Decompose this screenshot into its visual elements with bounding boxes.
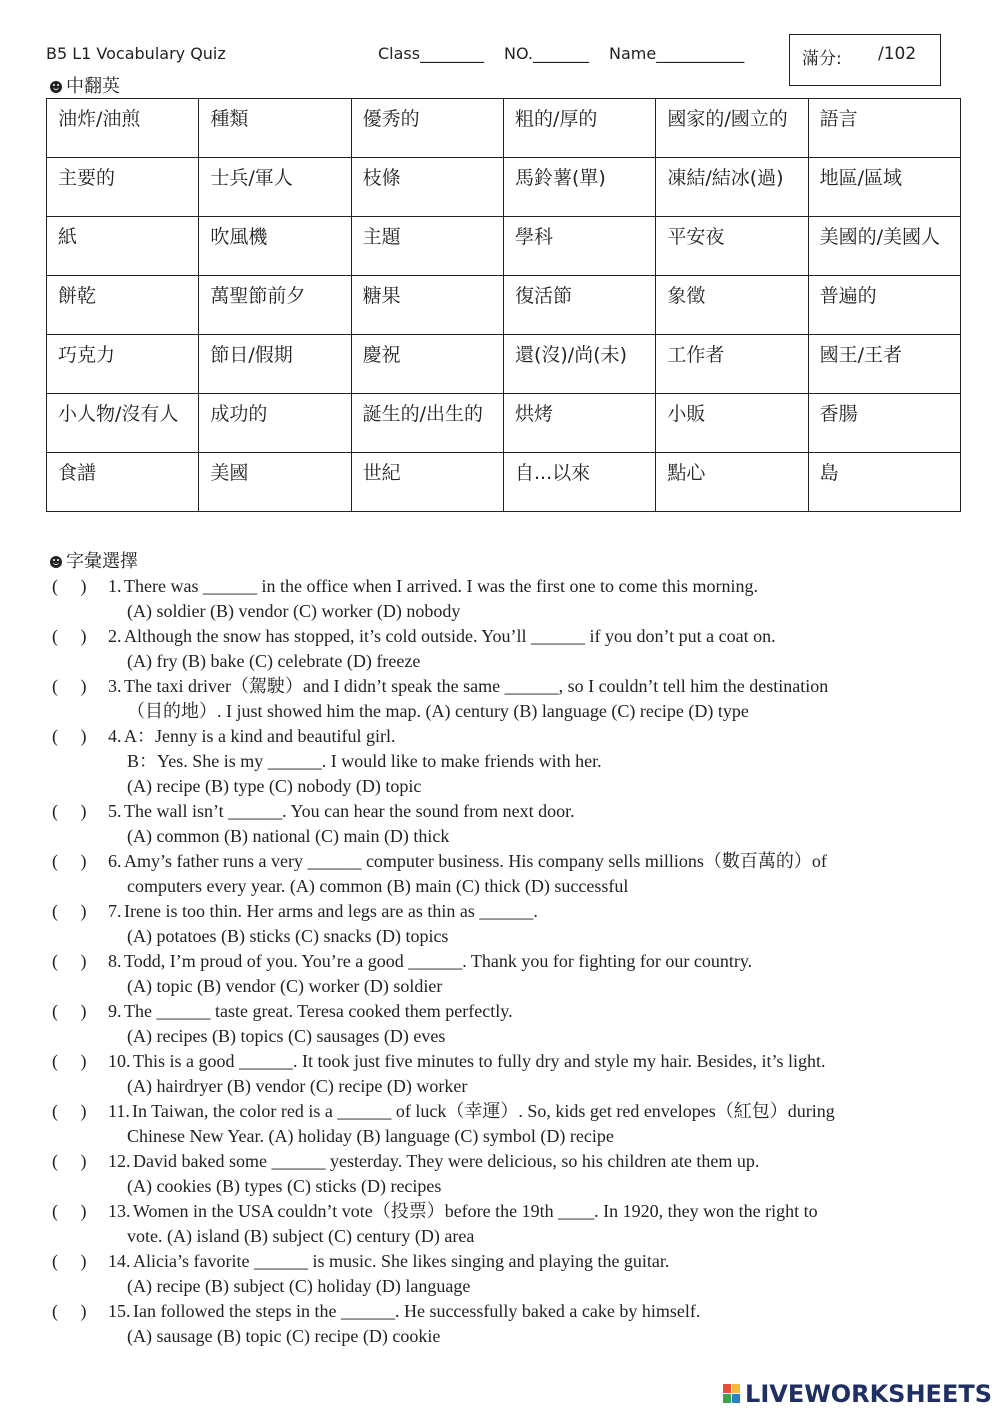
vocab-cell[interactable]: 國家的/國立的 [656,99,808,158]
question-text: Alicia’s favorite ______ is music. She likes singing and playing the guitar. [133,1251,670,1271]
vocab-row [47,453,961,512]
answer-blank[interactable]: ( ) [52,1101,87,1121]
question-text: Todd, I’m proud of you. You’re a good ______. Thank you for fighting for our country. [124,951,753,971]
question-text: Ian followed the steps in the ______. He successfully baked a cake by himself. [133,1301,701,1321]
vocab-cell[interactable]: 小人物/沒有人 [47,394,199,453]
vocab-cell[interactable]: 主要的 [47,158,199,217]
name-field[interactable]: Name___________ [609,44,745,63]
vocab-cell[interactable]: 食譜 [47,453,199,512]
quiz-header [46,44,746,68]
vocab-cell[interactable]: 美國 [199,453,351,512]
question-line: (A) recipe (B) type (C) nobody (D) topic [127,776,422,796]
question-item [52,1199,962,1249]
vocab-cell[interactable]: 粗的/厚的 [503,99,655,158]
question-line: (A) cookies (B) types (C) sticks (D) recipes [127,1176,442,1196]
liveworksheets-logo-icon [723,1384,741,1404]
question-line: （目的地）. I just showed him the map. (A) century (B) language (C) recipe (D) type [127,701,749,721]
vocab-cell[interactable]: 平安夜 [656,217,808,276]
question-item [52,1049,962,1099]
vocab-cell[interactable]: 美國的/美國人 [808,217,960,276]
score-label: 滿分: [802,49,842,69]
footer-brand [723,1381,992,1407]
answer-blank[interactable]: ( ) [52,1301,87,1321]
answer-blank[interactable]: ( ) [52,1151,87,1171]
question-text: The taxi driver（駕駛）and I didn’t speak the same ______, so I couldn’t tell him the destination [124,676,829,696]
answer-blank[interactable]: ( ) [52,951,87,971]
question-number: 5. [108,801,122,821]
question-item [52,949,962,999]
question-number: 9. [108,1001,122,1021]
vocab-cell[interactable]: 吹風機 [199,217,351,276]
question-line: (A) recipes (B) topics (C) sausages (D) eves [127,1026,446,1046]
question-text: The ______ taste great. Teresa cooked them perfectly. [124,1001,513,1021]
question-item [52,574,962,624]
answer-blank[interactable]: ( ) [52,1251,87,1271]
question-number: 8. [108,951,122,971]
vocab-row [47,217,961,276]
question-line: B：Yes. She is my ______. I would like to make friends with her. [127,751,602,771]
question-line: (A) hairdryer (B) vendor (C) recipe (D) worker [127,1076,468,1096]
vocab-row [47,335,961,394]
score-total: /102 [878,44,917,64]
smiley-icon [50,81,62,93]
vocab-cell[interactable]: 學科 [503,217,655,276]
vocab-cell[interactable]: 島 [808,453,960,512]
vocab-cell[interactable]: 糖果 [351,276,503,335]
question-number: 13. [108,1201,131,1221]
vocab-cell[interactable]: 烘烤 [503,394,655,453]
answer-blank[interactable]: ( ) [52,576,87,596]
question-number: 6. [108,851,122,871]
vocab-cell[interactable]: 復活節 [503,276,655,335]
question-line: vote. (A) island (B) subject (C) century (D) area [127,1226,475,1246]
vocab-row [47,394,961,453]
question-text: This is a good ______. It took just five minutes to fully dry and style my hair. Besides, it’s light. [133,1051,826,1071]
question-text: Although the snow has stopped, it’s cold outside. You’ll ______ if you don’t put a coat on. [124,626,776,646]
question-item [52,999,962,1049]
question-item [52,674,962,724]
answer-blank[interactable]: ( ) [52,676,87,696]
class-field[interactable]: Class________ [378,44,485,63]
question-line: computers every year. (A) common (B) main (C) thick (D) successful [127,876,629,896]
section-translation-label: 中翻英 [66,76,120,97]
vocab-cell[interactable]: 成功的 [199,394,351,453]
question-number: 4. [108,726,122,746]
question-item [52,624,962,674]
question-item [52,849,962,899]
question-text: Women in the USA couldn’t vote（投票）before the 19th ____. In 1920, they won the right to [133,1201,818,1221]
vocab-cell[interactable]: 國王/王者 [808,335,960,394]
vocab-cell[interactable]: 枝條 [351,158,503,217]
question-number: 14. [108,1251,131,1271]
question-item [52,1149,962,1199]
section-choice-label: 字彙選擇 [66,551,138,572]
question-number: 15. [108,1301,131,1321]
question-item [52,1099,962,1149]
vocab-cell[interactable]: 主題 [351,217,503,276]
vocab-cell[interactable]: 地區/區域 [808,158,960,217]
vocab-cell[interactable]: 香腸 [808,394,960,453]
question-text: A：Jenny is a kind and beautiful girl. [124,726,396,746]
logo-square-green [723,1394,731,1403]
question-number: 10. [108,1051,131,1071]
question-number: 12. [108,1151,131,1171]
answer-blank[interactable]: ( ) [52,901,87,921]
logo-square-yellow [732,1384,740,1393]
question-text: There was ______ in the office when I arrived. I was the first one to come this morning. [124,576,758,596]
question-item [52,899,962,949]
vocab-cell[interactable]: 點心 [656,453,808,512]
question-line: Chinese New Year. (A) holiday (B) language (C) symbol (D) recipe [127,1126,614,1146]
vocab-cell[interactable]: 自...以來 [503,453,655,512]
question-line: (A) common (B) national (C) main (D) thick [127,826,450,846]
vocab-cell[interactable]: 士兵/軍人 [199,158,351,217]
vocab-cell[interactable]: 凍結/結冰(過) [656,158,808,217]
question-text: The wall isn’t ______. You can hear the sound from next door. [124,801,575,821]
vocab-cell[interactable]: 種類 [199,99,351,158]
question-line: (A) potatoes (B) sticks (C) snacks (D) topics [127,926,449,946]
question-line: (A) recipe (B) subject (C) holiday (D) language [127,1276,471,1296]
vocab-cell[interactable]: 節日/假期 [199,335,351,394]
vocab-cell[interactable]: 語言 [808,99,960,158]
vocab-cell[interactable]: 馬鈴薯(單) [503,158,655,217]
number-field[interactable]: NO._______ [504,44,589,63]
vocab-row [47,276,961,335]
quiz-title: B5 L1 Vocabulary Quiz [46,44,226,63]
vocab-cell[interactable]: 誕生的/出生的 [351,394,503,453]
question-number: 3. [108,676,122,696]
question-number: 1. [108,576,122,596]
vocab-table [46,98,961,512]
answer-blank[interactable]: ( ) [52,1001,87,1021]
question-text: In Taiwan, the color red is a ______ of luck（幸運）. So, kids get red envelopes（紅包）during [132,1101,835,1121]
vocab-cell[interactable]: 象徵 [656,276,808,335]
vocab-cell[interactable]: 工作者 [656,335,808,394]
vocab-cell[interactable]: 油炸/油煎 [47,99,199,158]
question-line: (A) sausage (B) topic (C) recipe (D) cookie [127,1326,441,1346]
question-line: (A) fry (B) bake (C) celebrate (D) freeze [127,651,421,671]
question-item [52,799,962,849]
vocab-cell[interactable]: 慶祝 [351,335,503,394]
section-choice-heading [50,547,138,573]
question-list [52,574,962,1349]
score-box [789,34,941,86]
section-translation-heading [50,72,120,98]
question-line: (A) topic (B) vendor (C) worker (D) soldier [127,976,443,996]
answer-blank[interactable]: ( ) [52,626,87,646]
question-number: 11. [108,1101,130,1121]
logo-square-red [723,1384,731,1393]
vocab-cell[interactable]: 萬聖節前夕 [199,276,351,335]
answer-blank[interactable]: ( ) [52,1201,87,1221]
question-item [52,724,962,799]
vocab-cell[interactable]: 巧克力 [47,335,199,394]
question-number: 7. [108,901,122,921]
vocab-cell[interactable]: 餅乾 [47,276,199,335]
question-text: David baked some ______ yesterday. They were delicious, so his children ate them up. [133,1151,760,1171]
vocab-cell[interactable]: 世紀 [351,453,503,512]
vocab-row [47,99,961,158]
answer-blank[interactable]: ( ) [52,726,87,746]
question-text: Irene is too thin. Her arms and legs are as thin as ______. [124,901,538,921]
answer-blank[interactable]: ( ) [52,1051,87,1071]
question-item [52,1249,962,1299]
smiley-icon [50,556,62,568]
vocab-cell[interactable]: 還(沒)/尚(未) [503,335,655,394]
vocab-row [47,158,961,217]
answer-blank[interactable]: ( ) [52,801,87,821]
question-item [52,1299,962,1349]
brand-name: LIVEWORKSHEETS [745,1380,992,1408]
answer-blank[interactable]: ( ) [52,851,87,871]
question-number: 2. [108,626,122,646]
vocab-cell[interactable]: 普遍的 [808,276,960,335]
vocab-cell[interactable]: 優秀的 [351,99,503,158]
vocab-cell[interactable]: 小販 [656,394,808,453]
question-text: Amy’s father runs a very ______ computer business. His company sells millions（數百萬的）of [124,851,827,871]
vocab-cell[interactable]: 紙 [47,217,199,276]
logo-square-blue [732,1394,740,1403]
question-line: (A) soldier (B) vendor (C) worker (D) nobody [127,601,461,621]
